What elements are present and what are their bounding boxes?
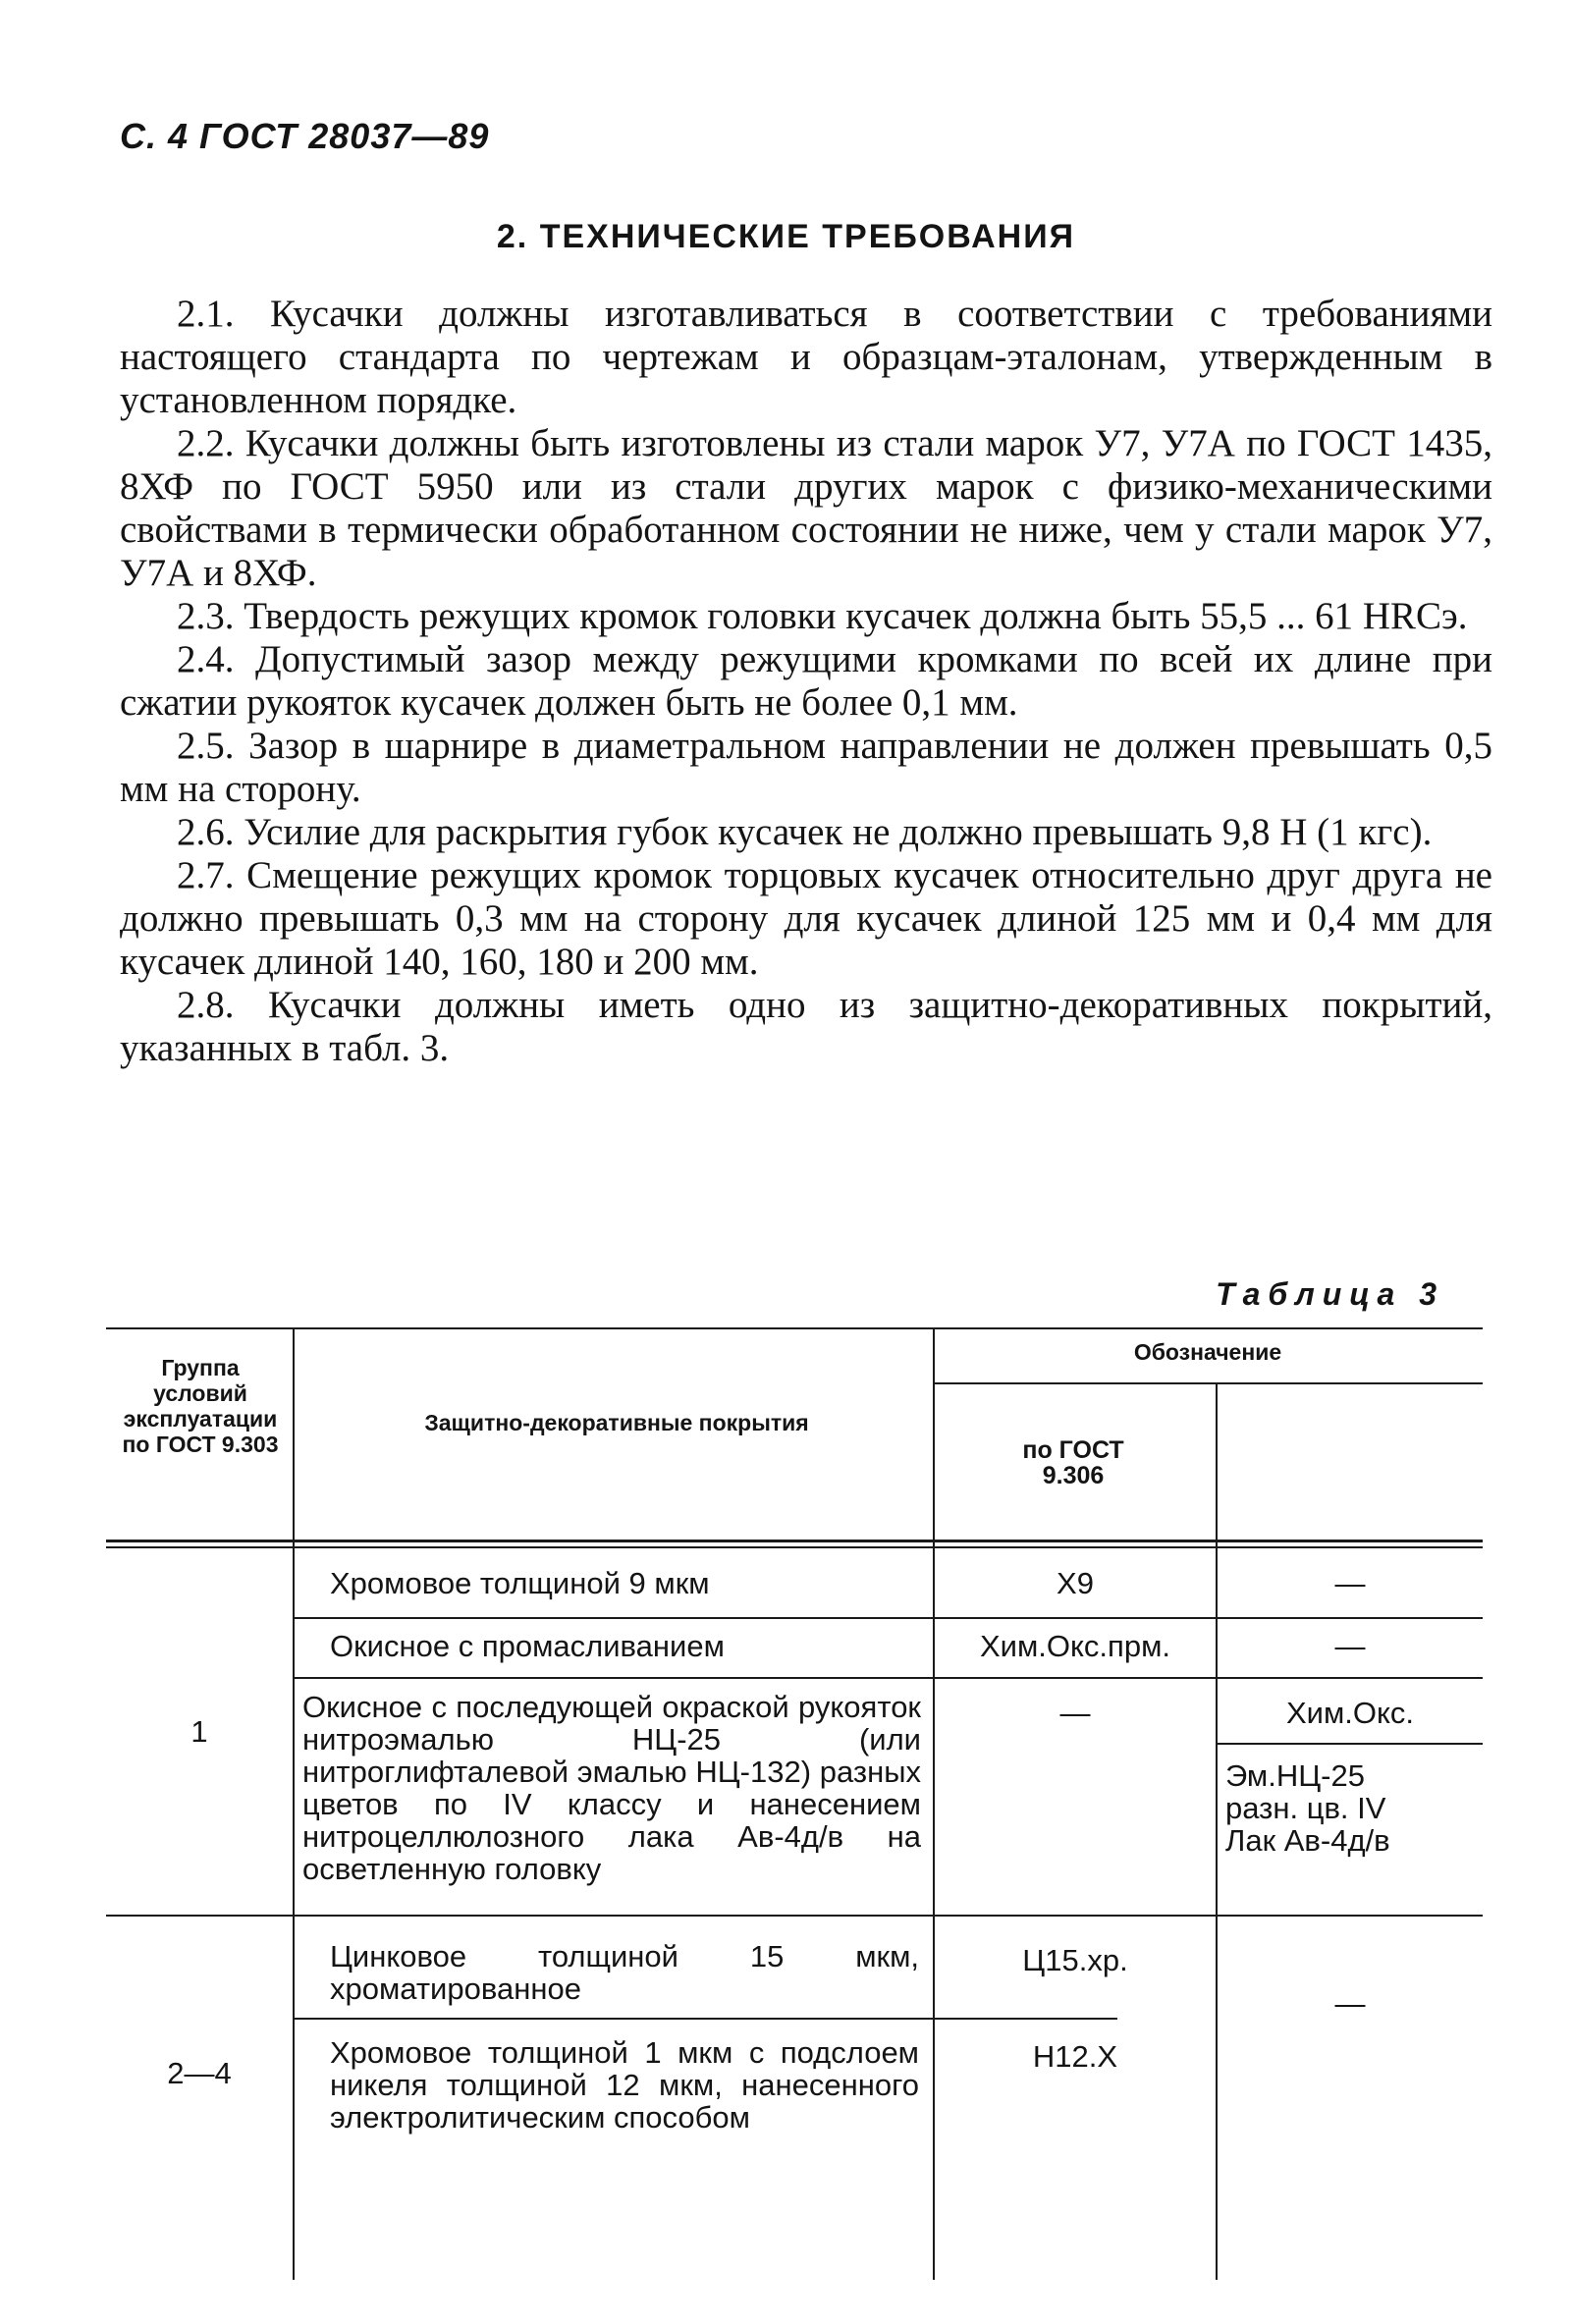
row-3-other-b: Эм.НЦ-25 разн. цв. IV Лак Ав-4д/в: [1225, 1758, 1390, 1858]
group-2-other: —: [1334, 1986, 1366, 2021]
row-3-coating: Окисное с последующей окраской рукояток нитроэмалью НЦ-25 (или нитроглифталевой эмалью НЦ-132) разных цветов по IV классу и нанесением нитроцеллюлозного лака Ав-4д/в на осветленную головку: [302, 1690, 921, 1886]
header-bottom-rule-2: [106, 1546, 1483, 1548]
row-1-other: —: [1334, 1566, 1366, 1600]
row1-rule: [293, 1617, 1483, 1619]
header-group: Группа условий эксплуатации по ГОСТ 9.303: [122, 1355, 279, 1457]
row-2-coating: Окисное с промасливанием: [330, 1629, 725, 1663]
group-separator-rule: [106, 1915, 1483, 1917]
paragraph-2-8: 2.8. Кусачки должны иметь одно из защитно-декоративных покрытий, указанных в табл. 3.: [120, 984, 1492, 1069]
row-2-other: —: [1334, 1629, 1366, 1663]
header-sub-rule: [933, 1382, 1483, 1384]
paragraph-2-7: 2.7. Смещение режущих кромок торцовых кусачек относительно друг друга не должно превышать 0,3 мм на сторону для кусачек длиной 125 мм и 0,4 мм для кусачек длиной 140, 160, 180 и 200 мм.: [120, 854, 1492, 983]
row3-split-rule: [1216, 1743, 1483, 1745]
paragraph-2-4: 2.4. Допустимый зазор между режущими кромками по всей их длине при сжатии рукояток кусачек должен быть не более 0,1 мм.: [120, 638, 1492, 724]
group-2-label: 2—4: [167, 2056, 232, 2090]
row-1-gost: Х9: [1057, 1566, 1094, 1600]
col3-divider: [1216, 1382, 1218, 2280]
row-5-gost: Н12.Х: [1032, 2039, 1118, 2074]
row-1-coating: Хромовое толщиной 9 мкм: [330, 1566, 710, 1600]
row-3-other-a: Хим.Окс.: [1285, 1696, 1415, 1730]
row4-rule: [293, 2018, 1117, 2020]
paragraph-2-6: 2.6. Усилие для раскрытия губок кусачек не должно превышать 9,8 Н (1 кгс).: [177, 811, 1433, 853]
paragraph-2-3: 2.3. Твердость режущих кромок головки кусачек должна быть 55,5 ... 61 HRCэ.: [177, 595, 1468, 637]
table-caption: Таблица 3: [1216, 1276, 1444, 1312]
row-2-gost: Хим.Окс.прм.: [979, 1629, 1170, 1663]
header-gost: по ГОСТ 9.306: [1022, 1436, 1124, 1489]
header-designation: Обозначение: [1133, 1339, 1282, 1365]
paragraph-2-1: 2.1. Кусачки должны изготавливаться в соответствии с требованиями настоящего стандарта по чертежам и образцам-эталонам, утвержденным в установленном порядке.: [120, 293, 1492, 421]
coatings-table: [106, 1327, 1483, 2280]
body-text: [120, 293, 1492, 1070]
row-4-coating: Цинковое толщиной 15 мкм, хроматированное: [330, 1939, 919, 2006]
group-1-label: 1: [190, 1714, 208, 1749]
col2-divider: [933, 1327, 935, 2280]
paragraph-2-2: 2.2. Кусачки должны быть изготовлены из стали марок У7, У7А по ГОСТ 1435, 8ХФ по ГОСТ 5950 или из стали других марок с физико-механическими свойствами в термически обработанном состоянии не ниже, чем у стали марок У7, У7А и 8ХФ.: [120, 422, 1492, 594]
table-top-rule: [106, 1327, 1483, 1329]
section-title: 2. ТЕХНИЧЕСКИЕ ТРЕБОВАНИЯ: [496, 218, 1076, 255]
row-3-gost: —: [1059, 1696, 1091, 1730]
header-coating: Защитно-декоративные покрытия: [424, 1410, 809, 1435]
paragraph-2-5: 2.5. Зазор в шарнире в диаметральном направлении не должен превышать 0,5 мм на сторону.: [120, 725, 1492, 810]
row2-rule: [293, 1677, 1483, 1679]
col1-divider: [293, 1327, 295, 2280]
header-bottom-rule-1: [106, 1540, 1483, 1542]
page-header: С. 4 ГОСТ 28037—89: [120, 116, 490, 156]
row-4-gost: Ц15.хр.: [1022, 1943, 1128, 1977]
row-5-coating: Хромовое толщиной 1 мкм с подслоем никеля толщиной 12 мкм, нанесенного электролитическим способом: [330, 2035, 919, 2135]
